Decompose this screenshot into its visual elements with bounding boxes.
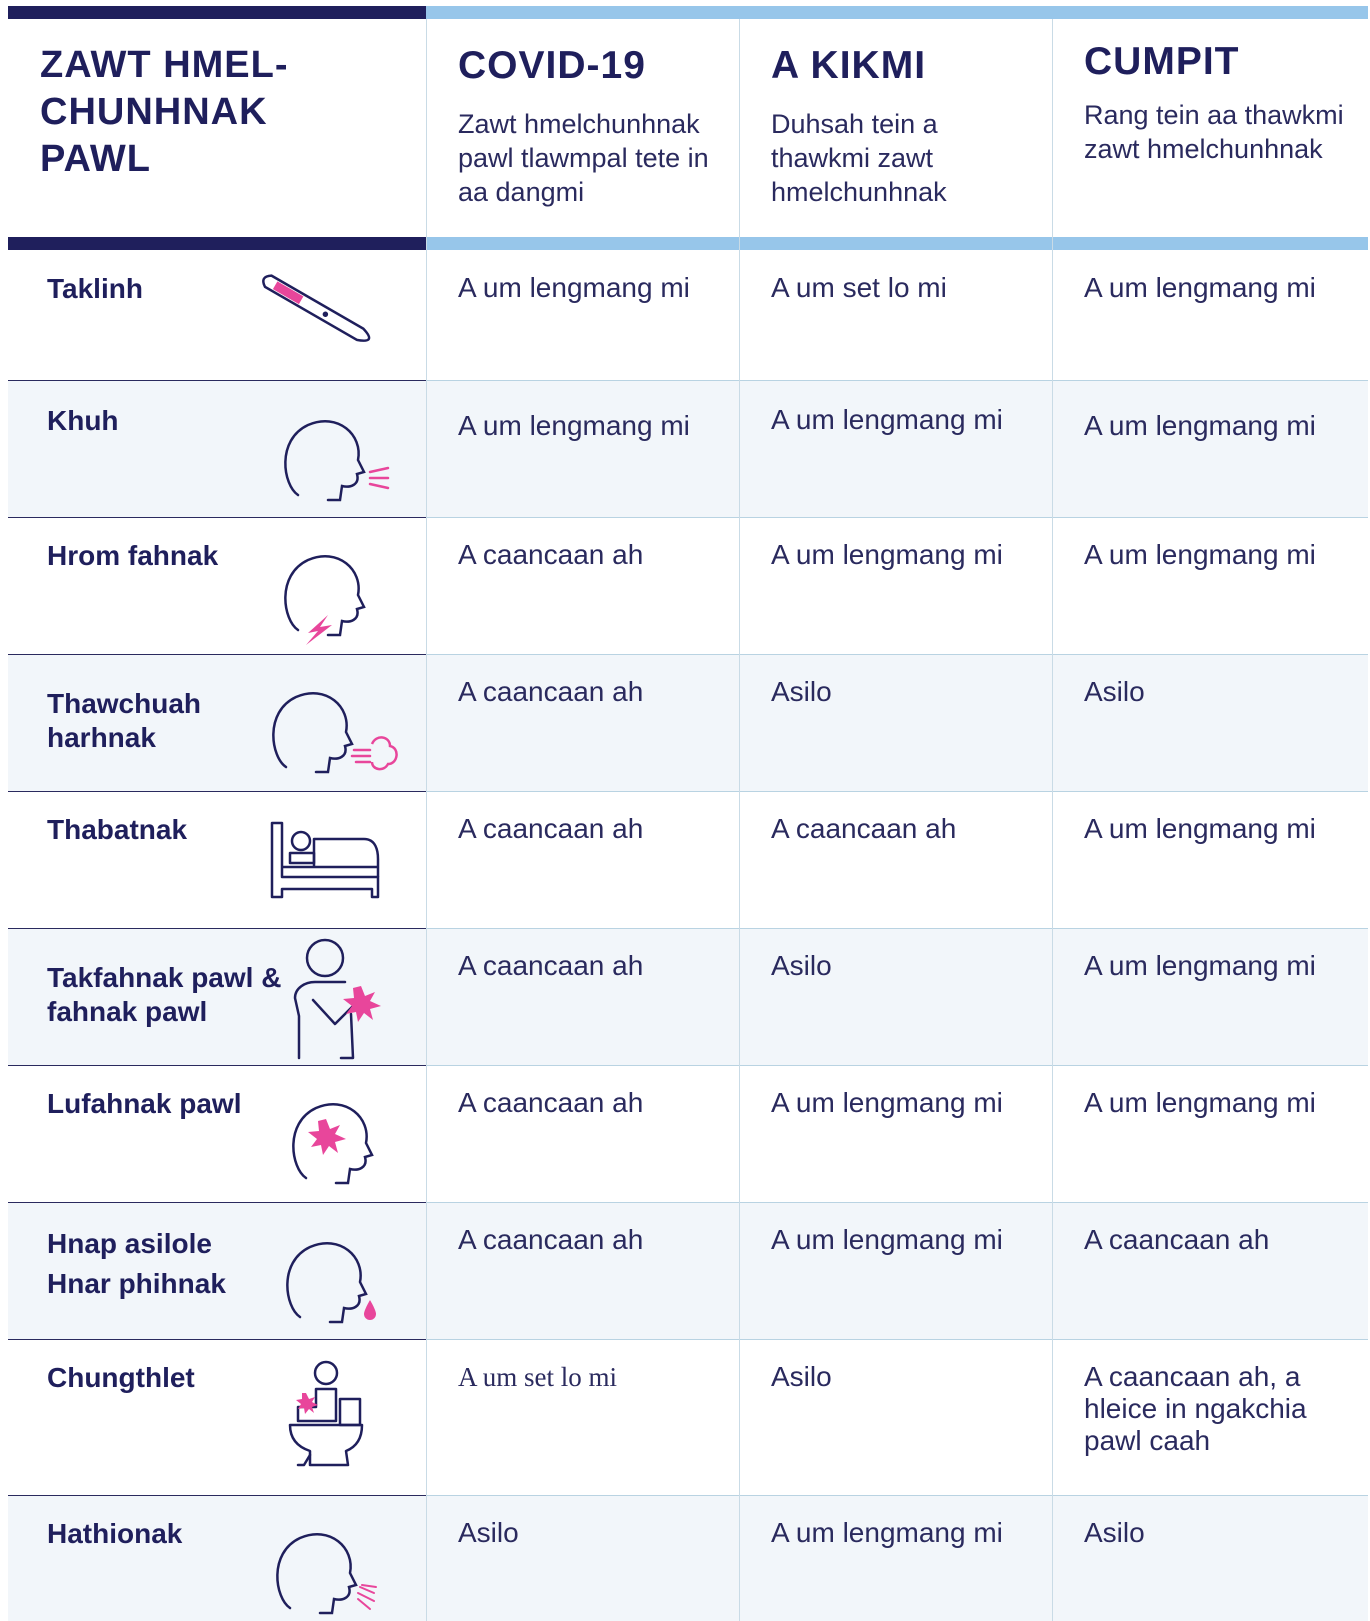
covid-column-title: COVID-19 <box>458 44 646 87</box>
row-divider <box>426 380 1368 381</box>
column-divider <box>426 19 427 1621</box>
cough-icon <box>278 400 408 510</box>
column-divider <box>1052 19 1053 1621</box>
cold-cell: A um set lo mi <box>771 272 947 303</box>
body-ache-icon <box>293 936 383 1061</box>
covid-cell: Asilo <box>458 1517 519 1548</box>
cold-cell: A um lengmang mi <box>771 1087 1003 1118</box>
covid-cell: A caancaan ah <box>458 813 644 844</box>
table-row <box>8 250 1368 380</box>
row-divider <box>8 517 426 518</box>
flu-cell: A um lengmang mi <box>1084 1087 1316 1118</box>
symptom-label: Thabatnak <box>47 814 188 845</box>
flu-cell: Asilo <box>1084 676 1145 707</box>
flu-cell: Asilo <box>1084 1517 1145 1548</box>
flu-column-subtitle: Rang tein aa thawkmi zawt hmelchunhnak <box>1084 100 1344 164</box>
symptom-label: Takfahnak pawl & fahnak pawl <box>47 962 282 1027</box>
cold-cell: Asilo <box>771 1361 832 1392</box>
row-divider <box>426 654 1368 655</box>
flu-cell: A caancaan ah, a hleice in ngakchia pawl caah <box>1084 1361 1307 1456</box>
sore-throat-icon <box>278 535 388 645</box>
symptom-label: Thawchuah harhnak <box>47 688 202 753</box>
symptom-label: Hnap asilole Hnar phihnak <box>47 1228 226 1299</box>
covid-column-subtitle: Zawt hmelchunhnak pawl tlawmpal tete in aa dangmi <box>458 109 709 207</box>
bed-rest-icon <box>268 819 398 899</box>
symptom-label: Khuh <box>47 405 119 436</box>
row-divider <box>8 791 426 792</box>
row-divider <box>426 1495 1368 1496</box>
covid-cell: A um lengmang mi <box>458 272 690 303</box>
row-divider <box>8 928 426 929</box>
row-divider <box>426 928 1368 929</box>
row-divider <box>426 1065 1368 1066</box>
table-row <box>8 1202 1368 1339</box>
row-divider <box>8 1339 426 1340</box>
table-row <box>8 928 1368 1065</box>
cold-cell: Asilo <box>771 950 832 981</box>
row-divider <box>426 517 1368 518</box>
table-row <box>8 380 1368 517</box>
cold-cell: A caancaan ah <box>771 813 957 844</box>
cold-cell: Asilo <box>771 676 832 707</box>
symptom-label: Hathionak <box>47 1518 183 1549</box>
cold-column-subtitle: Duhsah tein a thawkmi zawt hmelchunhnak <box>771 109 947 207</box>
row-divider <box>8 1065 426 1066</box>
column-divider <box>739 19 740 1621</box>
table-row <box>8 1339 1368 1495</box>
covid-cell: A caancaan ah <box>458 539 644 570</box>
symptoms-column-title: ZAWT HMEL- CHUNHNAK PAWL <box>40 44 289 180</box>
flu-cell: A um lengmang mi <box>1084 950 1316 981</box>
cold-cell: A um lengmang mi <box>771 539 1003 570</box>
covid-cell: A caancaan ah <box>458 1224 644 1255</box>
flu-cell: A um lengmang mi <box>1084 813 1316 844</box>
cold-column-title: A KIKMI <box>771 44 927 87</box>
thermometer-icon <box>248 274 398 359</box>
header-top-bar-left <box>8 6 426 19</box>
table-row <box>8 1065 1368 1202</box>
row-divider <box>8 380 426 381</box>
table-row <box>8 654 1368 791</box>
row-divider <box>426 1202 1368 1203</box>
covid-cell: A caancaan ah <box>458 1087 644 1118</box>
flu-cell: A um lengmang mi <box>1084 272 1316 303</box>
covid-cell: A um set lo mi <box>458 1362 618 1392</box>
headache-icon <box>286 1083 396 1193</box>
row-divider <box>8 654 426 655</box>
shortness-of-breath-icon <box>266 672 406 782</box>
cold-cell: A um lengmang mi <box>771 404 1003 435</box>
table-row <box>8 791 1368 928</box>
row-divider <box>8 1495 426 1496</box>
diarrhea-icon <box>286 1359 366 1469</box>
symptom-label: Taklinh <box>47 273 143 304</box>
symptom-label: Lufahnak pawl <box>47 1088 242 1119</box>
cold-cell: A um lengmang mi <box>771 1224 1003 1255</box>
row-divider <box>426 791 1368 792</box>
table-row <box>8 1495 1368 1621</box>
cold-cell: A um lengmang mi <box>771 1517 1003 1548</box>
covid-cell: A um lengmang mi <box>458 410 690 441</box>
table-row <box>8 517 1368 654</box>
flu-column-title: CUMPIT <box>1084 40 1240 83</box>
covid-cell: A caancaan ah <box>458 950 644 981</box>
row-divider <box>426 1339 1368 1340</box>
header-top-bar-right <box>426 6 1368 19</box>
flu-cell: A caancaan ah <box>1084 1224 1270 1255</box>
header-bottom-bar-right <box>426 237 1368 250</box>
flu-cell: A um lengmang mi <box>1084 539 1316 570</box>
covid-cell: A caancaan ah <box>458 676 644 707</box>
runny-nose-icon <box>280 1222 390 1332</box>
sneeze-icon <box>270 1513 400 1621</box>
header-bottom-bar-left <box>8 237 426 250</box>
symptom-label: Hrom fahnak <box>47 540 219 571</box>
flu-cell: A um lengmang mi <box>1084 410 1316 441</box>
symptom-label: Chungthlet <box>47 1362 195 1393</box>
row-divider <box>8 1202 426 1203</box>
